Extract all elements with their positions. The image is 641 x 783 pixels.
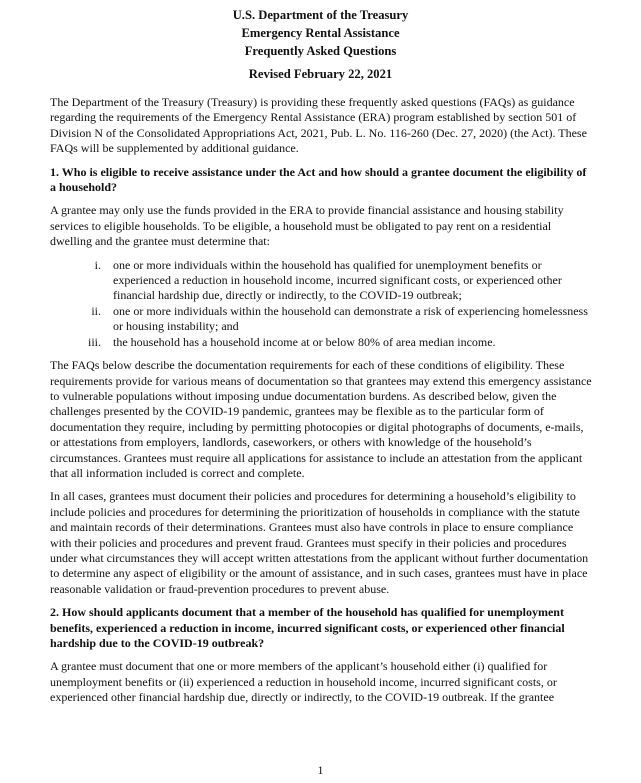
list-numeral: i.	[94, 257, 101, 272]
list-text: one or more individuals within the household has qualified for unemployment benefits or experienced a reduction in household income, incurred significant costs, or experienced other financial hardship due, directly or indirectly, to the COVID-19 outbreak;	[113, 257, 562, 303]
header-title: Frequently Asked Questions	[244, 44, 397, 58]
page-number: 1	[317, 763, 324, 777]
question-1-paragraph-3: In all cases, grantees must document their policies and procedures for determining a household’s eligibility to include policies and procedures for determining the prioritization of households in compliance with the statute and maintain records of their determinations. Grantees must also have controls in place to ensure compliance with their policies and procedures and prevent fraud. Grantees must specify in their policies and procedures under what circumstances they will accept written attestations from the applicant without further documentation to determine any aspect of eligibility or the amount of assistance, and in such cases, grantees must have in place reasonable validation or fraud-prevention procedures to prevent abuse.	[50, 489, 589, 596]
question-2-paragraph-1: A grantee must document that one or more members of the applicant’s household either (i) qualified for unemployment benefits or (ii) experienced a reduction in household income, incurred significant costs, or experienced other financial hardship due, directly or indirectly, to the COVID-19 outbreak. If the grantee	[50, 659, 557, 705]
eligibility-item	[50, 304, 592, 335]
list-text: one or more individuals within the household can demonstrate a risk of experiencing homelessness or housing instability; and	[113, 303, 588, 334]
list-numeral: iii.	[87, 334, 101, 349]
intro-paragraph: The Department of the Treasury (Treasury) is providing these frequently asked questions (FAQs) as guidance regarding the requirements of the Emergency Rental Assistance (ERA) program established by section 501 of Division N of the Consolidated Appropriations Act, 2021, Pub. L. No. 116-260 (Dec. 27, 2020) (the Act). These FAQs will be supplemented by additional guidance.	[50, 95, 587, 156]
header-revised-date: Revised February 22, 2021	[248, 67, 393, 81]
document-body	[50, 95, 592, 714]
eligibility-item	[50, 258, 592, 304]
question-2-heading: 2. How should applicants document that a member of the household has qualified for unemployment benefits, experienced a reduction in income, incurred significant costs, or experienced other financial hardship due to the COVID-19 outbreak?	[50, 605, 565, 650]
question-1-paragraph-1: A grantee may only use the funds provided in the ERA to provide financial assistance and housing stability services to eligible households. To be eligible, a household must be obligated to pay rent on a residential dwelling and the grantee must determine that:	[50, 203, 564, 249]
eligibility-item	[50, 335, 592, 350]
question-1-paragraph-2: The FAQs below describe the documentation requirements for each of these conditions of eligibility. These requirements provide for various means of documentation so that grantees may extend this emergency assistance to vulnerable populations without imposing undue documentation burdens. As described below, given the challenges presented by the COVID-19 pandemic, grantees may be flexible as to the particular form of documentation they require, including by permitting photocopies or digital photographs of documents, e-mails, or attestations from employers, landlords, caseworkers, or others with knowledge of the household’s circumstances. Grantees must require all applications for assistance to include an attestation from the applicant that all information included is correct and complete.	[50, 358, 592, 480]
list-text: the household has a household income at or below 80% of area median income.	[113, 334, 496, 349]
header-program: Emergency Rental Assistance	[241, 26, 400, 40]
eligibility-list	[50, 258, 592, 350]
document-header	[0, 6, 641, 83]
question-1-heading: 1. Who is eligible to receive assistance under the Act and how should a grantee document the eligibility of a household?	[50, 164, 587, 195]
list-numeral: ii.	[91, 303, 101, 318]
header-agency: U.S. Department of the Treasury	[232, 8, 409, 22]
